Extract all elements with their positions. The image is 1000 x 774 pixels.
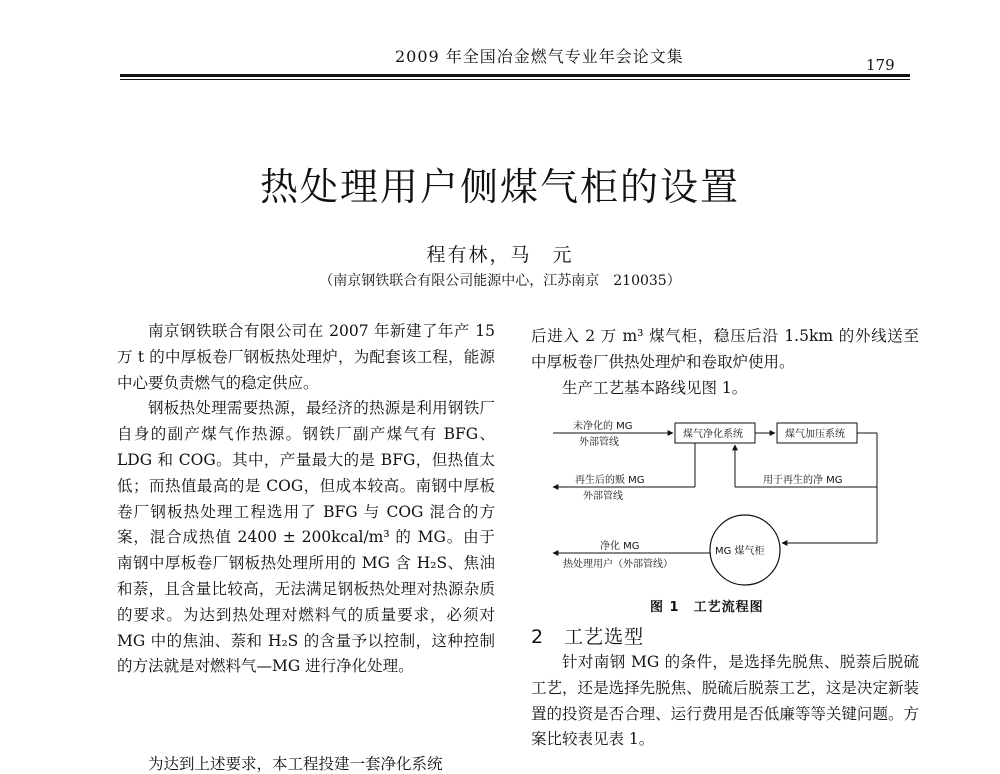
paragraph: 南京钢铁联合有限公司在 2007 年新建了年产 15 万 t 的中厚板卷厂钢板热处理炉，为配套该工程，能源中心要负责燃气的稳定供应。 — [117, 322, 495, 392]
paragraph: 生产工艺基本路线见图 1。 — [562, 378, 748, 397]
left-column — [117, 319, 495, 680]
gas-holder-label: MG 煤气柜 — [715, 546, 765, 557]
paragraph: 后进入 2 万 m³ 煤气柜，稳压后沿 1.5km 的外线送至中厚板卷厂供热处理炉和卷取炉使用。 — [531, 327, 919, 371]
paragraph: 为达到上述要求，本工程投建一套净化系统 — [148, 755, 443, 773]
figure-caption: 图 1 工艺流程图 — [650, 600, 764, 615]
article-title: 热处理用户侧煤气柜的设置 — [259, 165, 740, 209]
article-affiliation: （南京钢铁联合有限公司能源中心，江苏南京 210035） — [319, 273, 681, 289]
flow-diagram-svg — [535, 415, 885, 590]
journal-title: 2009 年全国冶金燃气专业年会论文集 — [395, 47, 684, 66]
pressurization-label: 煤气加压系统 — [785, 429, 845, 440]
process-flow-diagram — [535, 415, 885, 590]
header-rule-thin — [120, 79, 910, 80]
input-label: 未净化的 MG — [573, 421, 633, 432]
purification-label: 煤气净化系统 — [683, 429, 743, 440]
paragraph: 针对南钢 MG 的条件，是选择先脱焦、脱萘后脱硫工艺，还是选择先脱焦、脱硫后脱萘工艺，这是决定新装置的投资是否合理、运行费用是否低廉等等关键问题。方案比较表见表 1。 — [531, 653, 919, 749]
header-rule-thick — [120, 74, 910, 77]
input-label-2: 外部管线 — [579, 437, 619, 448]
clean-out-label: 净化 MG — [600, 541, 640, 552]
regen-out-label: 再生后的贩 MG — [575, 475, 645, 486]
section-heading: 2 工艺选型 — [531, 626, 645, 648]
paragraph: 钢板热处理需要热源，最经济的热源是利用钢铁厂自身的副产煤气作热源。钢铁厂副产煤气有 BFG、LDG 和 COG。其中，产量最大的是 BFG，但热值太低；而热值最高的是 COG，但成本较高。南钢中厚板卷厂钢板热处理工程选用了 BFG 与 COG 混合的方案，混合成热值 2400 ± 200kcal/m³ 的 MG。由于南钢中厚板卷厂钢板热处理所用的 MG 含 H₂S、焦油和萘，且含量比较高，无法满足钢板热处理对热源杂质的要求。为达到热处理对燃料气的质量要求，必须对 MG 中的焦油、萘和 H₂S 的含量予以控制，这种控制的方法就是对燃料气—MG 进行净化处理。 — [117, 399, 495, 676]
regen-in-label: 用于再生的净 MG — [763, 475, 843, 486]
clean-out-label-2: 热处理用户（外部管线） — [563, 559, 673, 570]
article-authors: 程有林，马 元 — [426, 244, 574, 266]
page-number: 179 — [866, 56, 895, 74]
right-column-lower — [531, 650, 919, 753]
clipped-paragraph — [117, 752, 495, 773]
regen-out-label-2: 外部管线 — [583, 491, 623, 502]
right-column — [531, 324, 919, 401]
